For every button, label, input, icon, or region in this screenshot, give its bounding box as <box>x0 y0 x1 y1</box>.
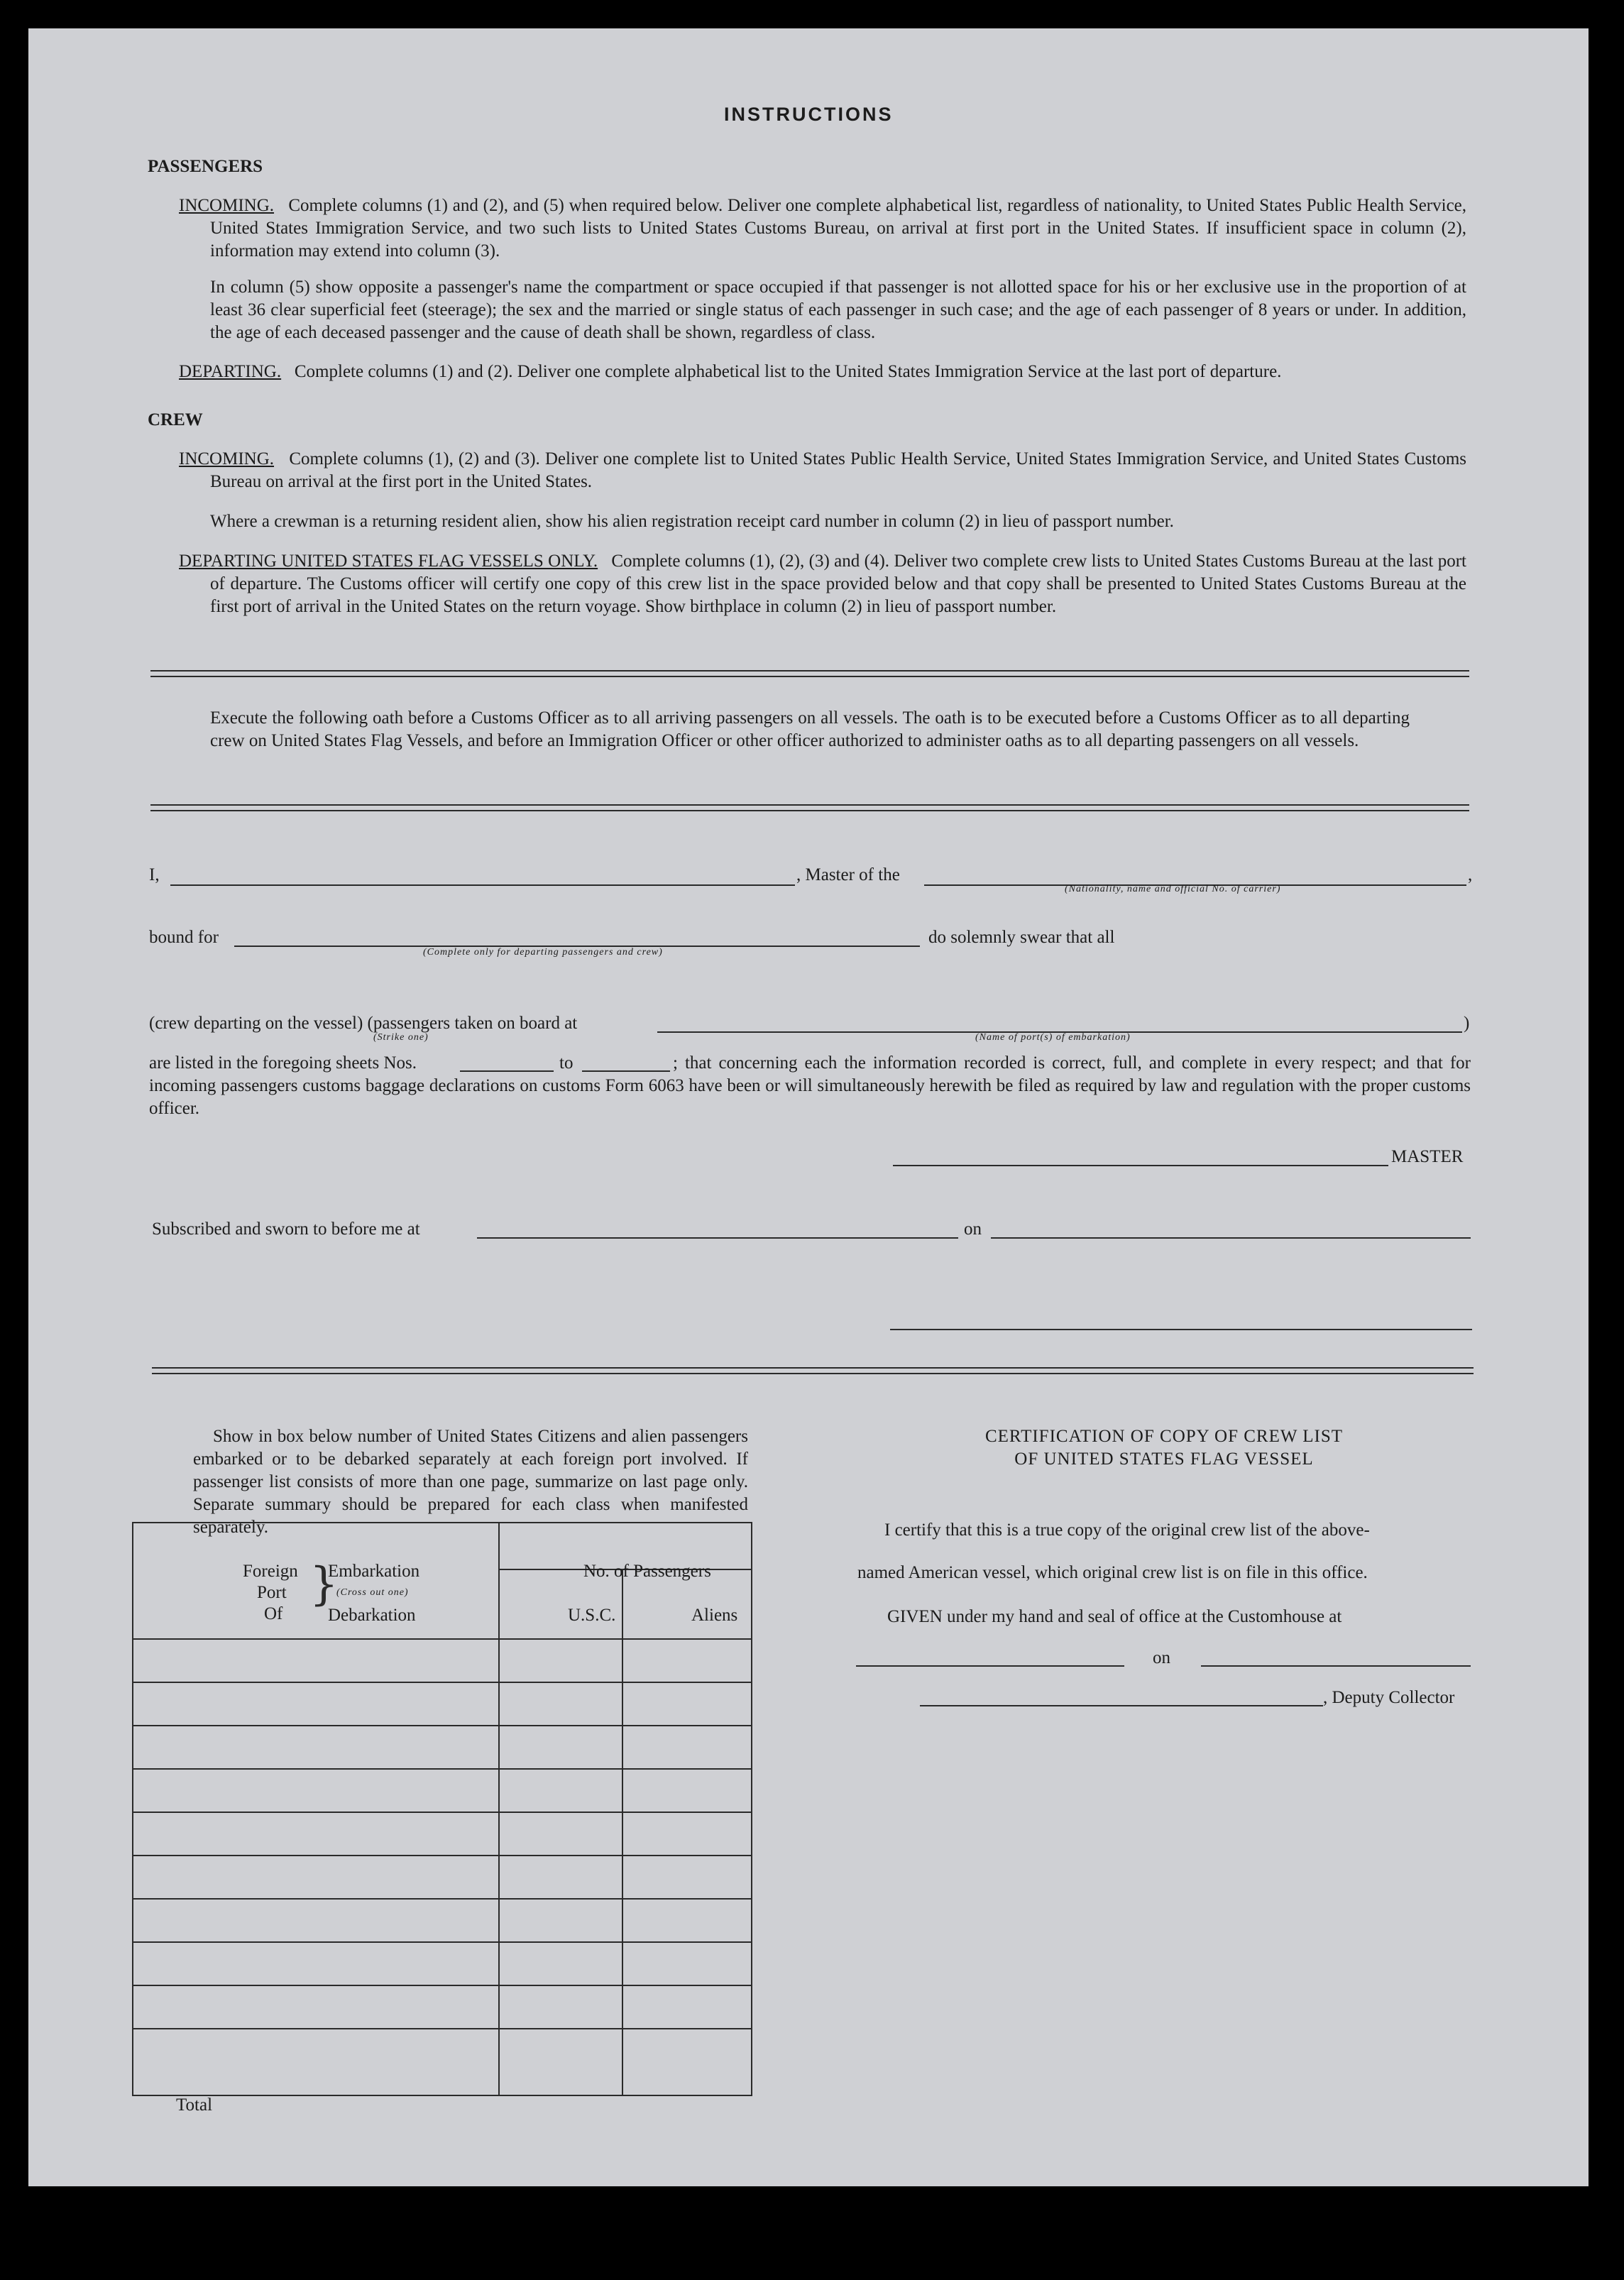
customhouse-field[interactable] <box>856 1665 1124 1667</box>
cross-out-caption: (Cross out one) <box>336 1587 409 1598</box>
swear-label: do solemnly swear that all <box>928 928 1115 947</box>
officer-signature-field[interactable] <box>890 1329 1472 1330</box>
passengers-departing-label: DEPARTING. <box>179 362 282 381</box>
foreign-label: Foreign <box>243 1562 298 1581</box>
subscribed-place-field[interactable] <box>477 1237 958 1239</box>
passengers-departing-text: Complete columns (1) and (2). Deliver one complete alphabetical list to the United States Immigration Service at the last port of departure. <box>294 362 1282 381</box>
deputy-collector-signature-field[interactable] <box>920 1705 1323 1706</box>
ports-caption: (Name of port(s) of embarkation) <box>975 1032 1131 1043</box>
carrier-comma: , <box>1468 865 1473 884</box>
certification-title <box>845 1425 1483 1471</box>
bound-for-label: bound for <box>149 928 219 947</box>
section-divider-3 <box>152 1367 1474 1374</box>
table-row-line <box>133 1941 751 1943</box>
crew-incoming-label: INCOMING. <box>179 449 275 468</box>
passengers-incoming-paragraph <box>179 194 1466 263</box>
nationality-caption: (Nationality, name and official No. of carrier) <box>1065 884 1281 894</box>
table-row-line <box>133 1725 751 1726</box>
table-col-divider-1 <box>498 1523 500 2095</box>
crew-incoming-text: Complete columns (1), (2) and (3). Deliver one complete list to United States Public Health Service, United States Immigration Service, and United States Customs Bureau on arrival at the first port in the United States. <box>210 449 1467 491</box>
passengers-incoming-text: Complete columns (1) and (2), and (5) when required below. Deliver one complete alphabetical list, regardless of nationality, to United States Public Health Service, United States Immigration Service, and two such lists to United States Customs Bureau, on arrival at first port in the United States. If insufficient space in column (2), information may extend into column (3). <box>210 196 1467 261</box>
embarkation-label: Embarkation <box>328 1562 420 1581</box>
master-signature-field[interactable] <box>893 1165 1388 1166</box>
passengers-heading: PASSENGERS <box>148 157 263 176</box>
listed-rest: ; that concerning each the information recorded is correct, full, and complete in every respect; and that for incoming passengers customs baggage declarations on customs Form 6063 have been or will simultaneously herewith be filed as required by law and regulation with the proper customs officer. <box>149 1053 1471 1118</box>
of-label: Of <box>264 1604 283 1623</box>
crew-crewman-paragraph: Where a crewman is a returning resident alien, show his alien registration receipt card number in column (2) in lieu of passport number. <box>210 512 1174 531</box>
table-row-line <box>133 1855 751 1856</box>
close-paren: ) <box>1464 1014 1470 1033</box>
table-col-divider-2 <box>622 1569 623 2095</box>
instructions-title: INSTRUCTIONS <box>724 104 894 125</box>
crew-incoming-paragraph <box>179 448 1466 493</box>
certification-line1: I certify that this is a true copy of the original crew list of the above- <box>884 1520 1370 1540</box>
table-row-line <box>133 2028 751 2029</box>
port-label: Port <box>257 1583 287 1602</box>
subscribed-on-label: on <box>964 1220 982 1239</box>
certification-line2: named American vessel, which original crew list is on file in this office. <box>857 1563 1368 1582</box>
usc-label: U.S.C. <box>568 1606 616 1625</box>
certification-on-label: on <box>1153 1648 1170 1667</box>
certification-title-line2: OF UNITED STATES FLAG VESSEL <box>1014 1449 1314 1469</box>
complete-only-caption: (Complete only for departing passengers and crew) <box>423 947 663 958</box>
passenger-summary-table <box>132 1522 752 2096</box>
certification-title-line1: CERTIFICATION OF COPY OF CREW LIST <box>984 1427 1344 1446</box>
brace-icon: } <box>309 1558 339 1611</box>
no-of-passengers-label: No. of Passengers <box>583 1562 711 1581</box>
crew-departing-label: DEPARTING UNITED STATES FLAG VESSELS ONLY. <box>179 552 598 571</box>
table-row-line <box>133 1682 751 1683</box>
master-label: MASTER <box>1391 1147 1464 1166</box>
deputy-collector-label: , Deputy Collector <box>1323 1688 1455 1707</box>
crew-departing-text: Complete columns (1), (2), (3) and (4). Deliver two complete crew lists to United States Customs Bureau at the last port of departure. The Customs officer will certify one copy of this crew list in the space provided below and that copy shall be presented to United States Customs Bureau at the first port of arrival in the United States on the return voyage. Show birthplace in column (2) in lieu of passport number. <box>210 552 1467 616</box>
oath-i-label: I, <box>149 865 160 884</box>
certification-date-field[interactable] <box>1201 1665 1471 1667</box>
table-row-line <box>133 1898 751 1900</box>
table-header-bottom <box>133 1638 751 1640</box>
to-label: to <box>559 1053 574 1073</box>
certification-line3: GIVEN under my hand and seal of office at the Customhouse at <box>887 1607 1342 1626</box>
section-divider-1 <box>150 670 1469 677</box>
total-label: Total <box>176 2095 213 2115</box>
subscribed-date-field[interactable] <box>991 1237 1471 1239</box>
passengers-column5-paragraph: In column (5) show opposite a passenger's name the compartment or space occupied if that passenger is not allotted space for his or her exclusive use in the proportion of at least 36 clear superficial feet (steerage); the sex and the married or single status of each passenger in such case; and the age of each passenger of 8 years or under. In addition, the age of each deceased passenger and the cause of death shall be shown, regardless of class. <box>210 278 1466 342</box>
debarkation-label: Debarkation <box>328 1606 416 1625</box>
aliens-label: Aliens <box>691 1606 738 1625</box>
table-row-line <box>133 1812 751 1813</box>
master-name-field[interactable] <box>170 884 795 886</box>
summary-instruction: Show in box below number of United States Citizens and alien passengers embarked or to be debarked separately at each foreign port involved. If passenger list consists of more than one page, summarize on last page only. Separate summary should be prepared for each class when manifested separately. <box>193 1427 748 1537</box>
crew-departing-paragraph <box>179 550 1466 618</box>
passengers-departing-paragraph <box>179 361 1466 383</box>
crew-departing-label: (crew departing on the vessel) (passengers taken on board at <box>149 1014 578 1033</box>
master-of-the-label: , Master of the <box>796 865 900 884</box>
subscribed-label: Subscribed and sworn to before me at <box>152 1220 420 1239</box>
listed-prefix: are listed in the foregoing sheets Nos. <box>149 1053 417 1073</box>
oath-instruction: Execute the following oath before a Customs Officer as to all arriving passengers on all vessels. The oath is to be executed before a Customs Officer as to all departing crew on United States Flag Vessels, and before an Immigration Officer or other officer authorized to administer oaths as to all departing passengers on all vessels. <box>210 708 1410 750</box>
section-divider-2 <box>150 804 1469 811</box>
table-row-line <box>133 1768 751 1770</box>
strike-one-caption: (Strike one) <box>373 1032 429 1043</box>
crew-heading: CREW <box>148 410 203 429</box>
passengers-incoming-label: INCOMING. <box>179 196 275 215</box>
table-row-line <box>133 1985 751 1986</box>
